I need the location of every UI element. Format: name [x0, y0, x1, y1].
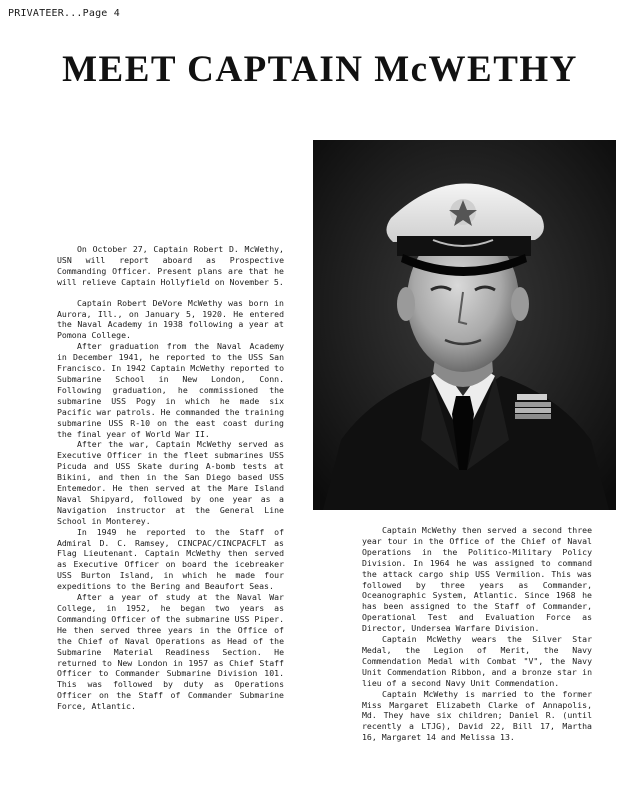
paragraph: Captain McWethy wears the Silver Star Medal, the Legion of Merit, the Navy Commendation Medal with Combat "V", the Navy Unit Commendation Ribbon, and a bronze star in lieu of a second Navy Unit Commendation. — [362, 634, 592, 688]
paragraph: Captain McWethy then served a second three year tour in the Office of the Chief of Naval Operations in the Politico-Military Policy Division. In 1964 he was assigned to command the attack cargo ship USS Vermilion. This was followed by three years as Commander, Oceanographic System, Atlantic. Since 1968 he has been assigned to the Staff of Commander, Operational Test and Evaluation Force as Director, Undersea Warfare Division. — [362, 525, 592, 634]
paragraph: Captain Robert DeVore McWethy was born in Aurora, Ill., on January 5, 1920. He entered the Naval Academy in 1938 following a year at Pomona College. — [57, 297, 284, 341]
portrait-illustration — [313, 140, 616, 510]
paragraph: Captain McWethy is married to the former Miss Margaret Elizabeth Clarke of Annapolis, Md. They have six children; Daniel R. (until recently a LTJG), David 22, Bill 17, Martha 16, Margaret 14 and Melissa 13. — [362, 688, 592, 743]
paragraph: After graduation from the Naval Academy in December 1941, he reported to the USS San Francisco. In 1942 Captain McWethy reported to Submarine School in New London, Conn. Following graduation, he commissioned the submarine USS Pogy in which he made six Pacific war patrols. He commanded the training submarine USS R-10 on the east coast during the final year of World War II. — [57, 341, 284, 439]
article-column-right — [362, 525, 592, 743]
running-head: PRIVATEER...Page 4 — [8, 8, 120, 19]
article-column-left — [57, 244, 284, 712]
portrait-photo — [313, 140, 616, 510]
paragraph: In 1949 he reported to the Staff of Admiral D. C. Ramsey, CINCPAC/CINCPACFLT as Flag Lieutenant. Captain McWethy then served as Executive Officer on board the icebreaker USS Burton Island, in which he made four expeditions to the Bering and Beaufort Seas. — [57, 526, 284, 592]
paragraph: On October 27, Captain Robert D. McWethy, USN will report aboard as Prospective Commanding Officer. Present plans are that he will relieve Captain Hollyfield on November 5. — [57, 244, 284, 287]
article-title: MEET CAPTAIN McWETHY — [62, 49, 578, 90]
paragraph: After a year of study at the Naval War College, in 1952, he began two years as Commanding Officer of the submarine USS Piper. He then served three years in the Office of the Chief of Naval Operations as Head of the Submarine Material Readiness Section. He returned to New London in 1957 as Chief Staff Officer to Commander Submarine Division 101. This was followed by duty as Operations Officer on the Staff of Commander Submarine Force, Atlantic. — [57, 592, 284, 712]
paragraph: After the war, Captain McWethy served as Executive Officer in the fleet submarines USS Picuda and USS Skate during A-bomb tests at Bikini, and then in the San Diego based USS Entemedor. He then served at the Mare Island Naval Shipyard, followed by one year as a Navigation instructor at the General Line School in Monterey. — [57, 439, 284, 526]
